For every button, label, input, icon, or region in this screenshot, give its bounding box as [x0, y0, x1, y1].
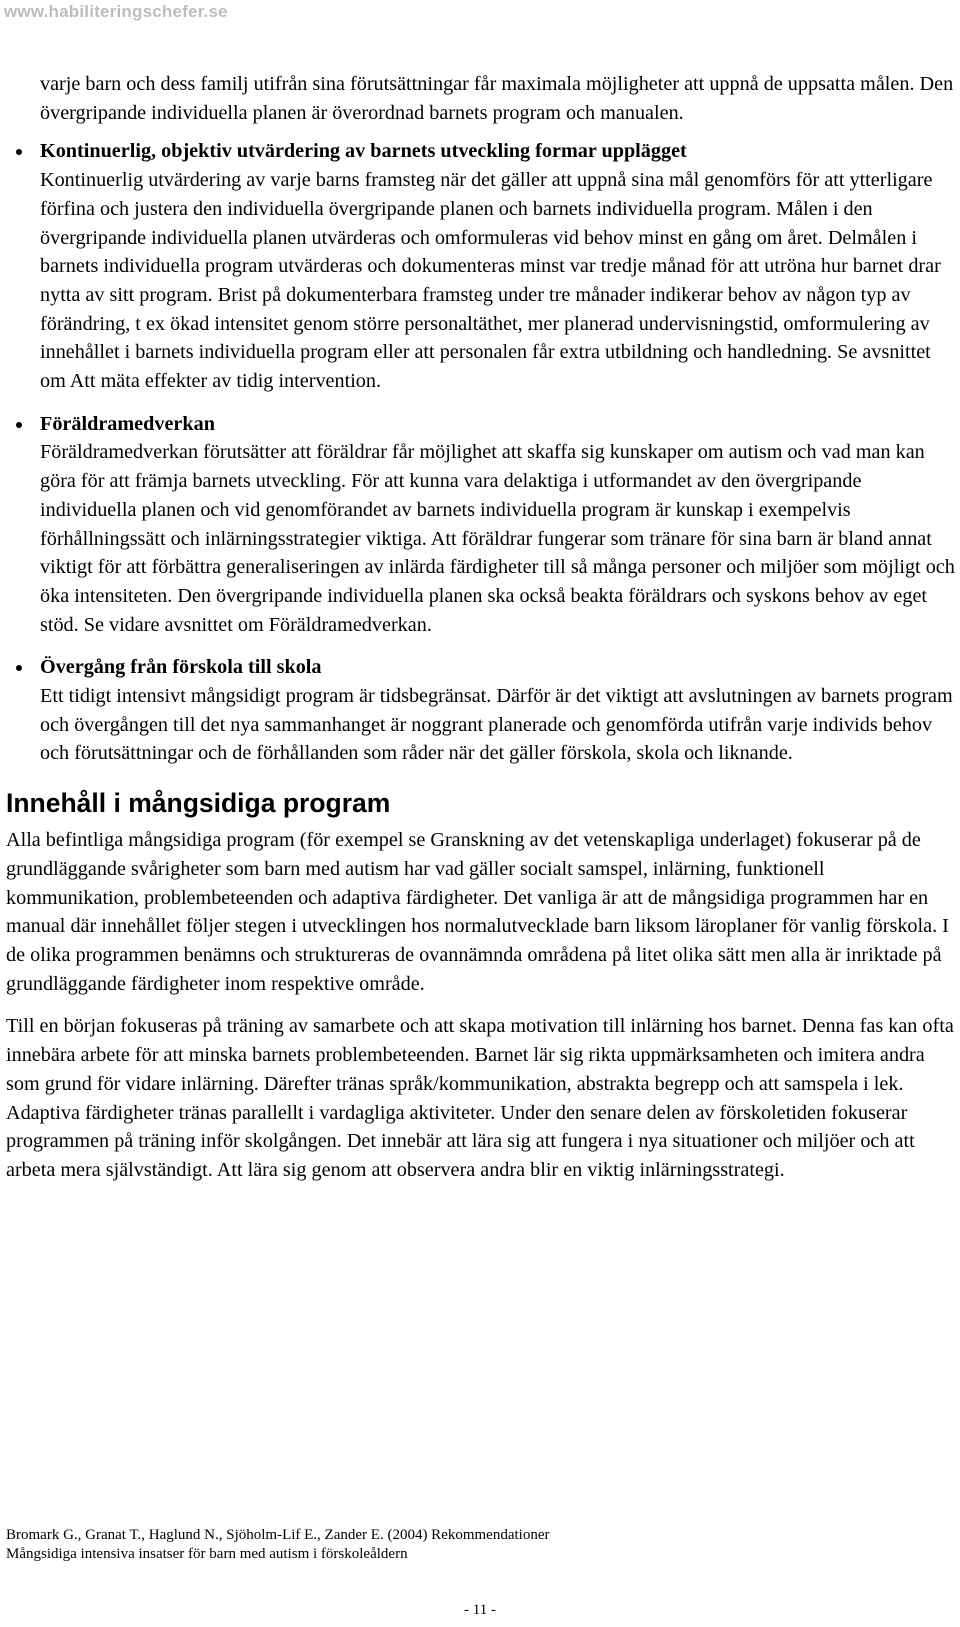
bullet-item-evaluation — [6, 137, 956, 395]
page-footer — [6, 1526, 956, 1564]
document-body — [6, 70, 956, 1199]
footer-citation-line: Bromark G., Granat T., Haglund N., Sjöholm-Lif E., Zander E. (2004) Rekommendationer — [6, 1527, 550, 1543]
bullet-item-parent-involvement — [6, 410, 956, 640]
section-paragraph: Till en början fokuseras på träning av samarbete och att skapa motivation till inlärning hos barnet. Denna fas kan ofta innebära arbete för att minska barnets problembeteenden. Barnet lär sig rikta uppmärksamheten och imitera andra som grund för vidare inlärning. Därefter tränas språk/kommunikation, abstrakta begrepp och att samspela i lek. Adaptiva färdigheter tränas parallellt i vardagliga aktiviteter. Under den senare delen av förskoletiden fokuserar programmen på träning inför skolgången. Det innebär att lära sig att fungera i nya situationer och miljöer och att arbeta mera självständigt. Att lära sig genom att observera andra blir en viktig inlärningsstrategi. — [6, 1015, 954, 1181]
bullet-dot-icon — [16, 149, 22, 155]
footer-title-line: Mångsidiga intensiva insatser för barn med autism i förskoleåldern — [6, 1546, 408, 1562]
bullet-text: Föräldramedverkan förutsätter att föräldrar får möjlighet att skaffa sig kunskaper om autism och vad man kan göra för att främja barnets utveckling. För att kunna vara delaktiga i utformandet av den övergripande individuella planen och vid genomförandet av barnets individuella program är kunskap i exempelvis förhållningssätt och inlärningsstrategier viktiga. Att föräldrar fungerar som tränare för sina barn är bland annat viktigt för att förbättra generaliseringen av inlärda färdigheter till så många personer och miljöer som möjligt och öka intensiteten. Den övergripande individuella planen ska också beakta föräldrars och syskons behov av eget stöd. Se vidare avsnittet om Föräldramedverkan. — [40, 441, 955, 636]
bullet-item-transition — [6, 653, 956, 768]
section-heading: Innehåll i mångsidiga program — [6, 788, 391, 819]
page-number: - 11 - — [464, 1602, 496, 1618]
intro-paragraph: varje barn och dess familj utifrån sina förutsättningar får maximala möjligheter att uppnå de uppsatta målen. Den övergripande individuella planen är överordnad barnets program och manualen. — [40, 73, 954, 124]
bullet-heading: Övergång från förskola till skola — [40, 656, 322, 679]
section-paragraph: Alla befintliga mångsidiga program (för exempel se Granskning av det vetenskapliga underlaget) fokuserar på de grundläggande svårigheter som barn med autism har vad gäller socialt samspel, inlärning, funktionell kommunikation, problembeteenden och adaptiva färdigheter. Det vanliga är att de mångsidiga programmen har en manual där innehållet följer stegen i utvecklingen hos normalutvecklade barn liksom läroplaner för vanlig förskola. I de olika programmen benämns och struktureras de ovannämnda områdena på litet olika sätt men alla är inriktade på grundläggande färdigheter inom respektive område. — [6, 829, 949, 995]
bullet-heading: Kontinuerlig, objektiv utvärdering av barnets utveckling formar upplägget — [40, 140, 687, 163]
bullet-dot-icon — [16, 665, 22, 671]
bullet-text: Ett tidigt intensivt mångsidigt program är tidsbegränsat. Därför är det viktigt att avslutningen av barnets program och övergången till det nya sammanhanget är noggrant planerade och genomförda utifrån varje individs behov och förutsättningar och de förhållanden som råder när det gäller förskola, skola och liknande. — [40, 685, 953, 765]
bullet-dot-icon — [16, 422, 22, 428]
bullet-text: Kontinuerlig utvärdering av varje barns framsteg när det gäller att uppnå sina mål genomförs för att ytterligare förfina och justera den individuella övergripande planen och barnets individuella program. Målen i den övergripande individuella planen utvärderas och omformuleras vid behov minst en gång om året. Delmålen i barnets individuella program utvärderas och dokumenteras minst var tredje månad för att utröna hur barnet drar nytta av sitt program. Brist på dokumenterbara framsteg under tre månader indikerar behov av någon typ av förändring, t ex ökad intensitet genom större personaltäthet, mer planerad undervisningstid, omformulering av innehållet i barnets individuella program eller att personalen får extra utbildning och handledning. Se avsnittet om Att mäta effekter av tidig intervention. — [40, 169, 941, 393]
site-watermark: www.habiliteringschefer.se — [4, 2, 228, 21]
bullet-heading: Föräldramedverkan — [40, 412, 215, 435]
